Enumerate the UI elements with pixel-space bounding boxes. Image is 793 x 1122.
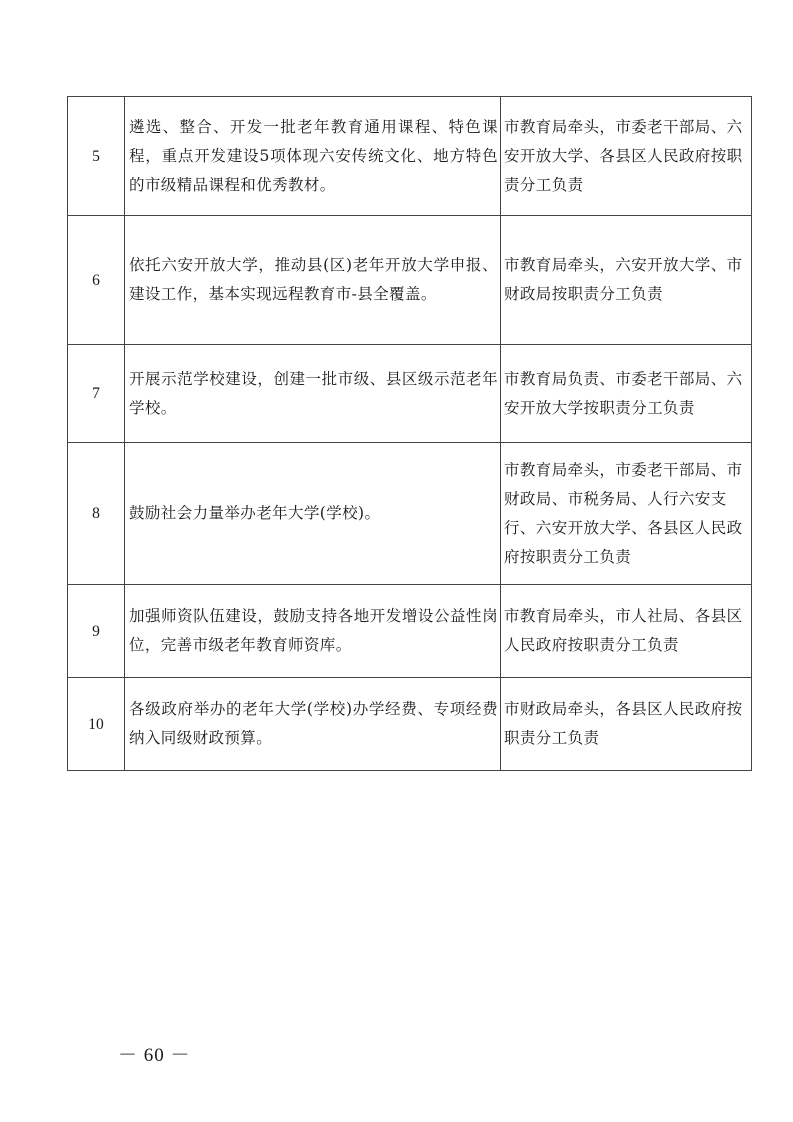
row-number: 10	[68, 678, 125, 771]
responsible-units: 市教育局牵头，六安开放大学、市财政局按职责分工负责	[501, 216, 752, 345]
responsible-units: 市教育局牵头，市委老干部局、六安开放大学、各县区人民政府按职责分工负责	[501, 97, 752, 216]
table-row	[68, 345, 752, 443]
task-description: 鼓励社会力量举办老年大学(学校)。	[125, 443, 501, 585]
row-number: 5	[68, 97, 125, 216]
table-row	[68, 216, 752, 345]
table-row	[68, 678, 752, 771]
task-description: 遴选、整合、开发一批老年教育通用课程、特色课程，重点开发建设5项体现六安传统文化、地方特色的市级精品课程和优秀教材。	[125, 97, 501, 216]
task-description: 开展示范学校建设，创建一批市级、县区级示范老年学校。	[125, 345, 501, 443]
table-row	[68, 97, 752, 216]
table-row	[68, 443, 752, 585]
row-number: 6	[68, 216, 125, 345]
responsible-units: 市教育局牵头，市委老干部局、市财政局、市税务局、人行六安支行、六安开放大学、各县区人民政府按职责分工负责	[501, 443, 752, 585]
table-row	[68, 585, 752, 678]
task-description: 加强师资队伍建设，鼓励支持各地开发增设公益性岗位，完善市级老年教育师资库。	[125, 585, 501, 678]
page-number: － 60 －	[118, 1045, 191, 1066]
row-number: 8	[68, 443, 125, 585]
row-number: 7	[68, 345, 125, 443]
task-table	[67, 96, 752, 771]
task-description: 依托六安开放大学，推动县(区)老年开放大学申报、建设工作，基本实现远程教育市-县全覆盖。	[125, 216, 501, 345]
task-description: 各级政府举办的老年大学(学校)办学经费、专项经费纳入同级财政预算。	[125, 678, 501, 771]
responsible-units: 市教育局负责、市委老干部局、六安开放大学按职责分工负责	[501, 345, 752, 443]
row-number: 9	[68, 585, 125, 678]
responsible-units: 市财政局牵头，各县区人民政府按职责分工负责	[501, 678, 752, 771]
responsible-units: 市教育局牵头，市人社局、各县区人民政府按职责分工负责	[501, 585, 752, 678]
